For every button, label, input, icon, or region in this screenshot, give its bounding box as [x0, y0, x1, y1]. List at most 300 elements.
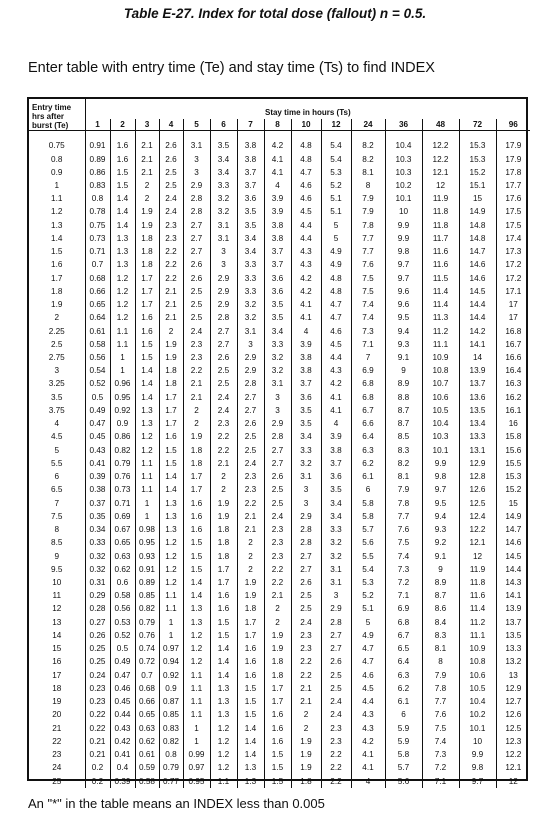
- index-cell: 7.9: [351, 192, 385, 205]
- index-cell: 2.2: [264, 576, 291, 589]
- index-cell: 0.7: [85, 258, 110, 271]
- entry-time-cell: 1.4: [51, 233, 63, 243]
- index-cell: 12.2: [422, 152, 459, 165]
- index-cell: 1.2: [159, 549, 183, 562]
- index-cell: 10.1: [422, 444, 459, 457]
- index-cell: 12.6: [496, 708, 530, 721]
- stay-time-96: 96: [496, 119, 530, 131]
- index-cell: 3.1: [321, 576, 351, 589]
- index-cell: 2: [135, 192, 159, 205]
- index-cell: 0.86: [85, 166, 110, 179]
- index-cell: 1.4: [110, 192, 135, 205]
- index-cell: 4: [321, 417, 351, 430]
- index-cell: 2.3: [159, 219, 183, 232]
- entry-time-cell: 5: [54, 445, 60, 455]
- index-cell: 4.6: [291, 179, 321, 192]
- index-cell: 17.8: [496, 166, 530, 179]
- index-cell: 2.3: [321, 721, 351, 734]
- table-row: [29, 748, 530, 761]
- table-row: [29, 576, 530, 589]
- index-cell: 4.3: [351, 708, 385, 721]
- index-cell: 5.1: [351, 602, 385, 615]
- index-cell: 7.4: [351, 298, 385, 311]
- index-cell: 12: [496, 774, 530, 788]
- index-cell: 1.3: [135, 404, 159, 417]
- index-cell: 0.98: [135, 523, 159, 536]
- index-cell: 0.85: [135, 589, 159, 602]
- index-cell: 3.2: [321, 536, 351, 549]
- stay-time-1: 1: [85, 119, 110, 131]
- table-row: [29, 430, 530, 443]
- index-cell: 1.8: [135, 245, 159, 258]
- index-cell: 1.6: [183, 523, 210, 536]
- footnote: An "*" in the table means an INDEX less than 0.005: [28, 796, 325, 811]
- index-cell: 2.5: [183, 298, 210, 311]
- index-cell: 2.8: [237, 377, 264, 390]
- index-cell: 1.6: [237, 669, 264, 682]
- index-cell: 0.26: [85, 629, 110, 642]
- index-cell: 2.8: [291, 536, 321, 549]
- table-row: [29, 166, 530, 179]
- index-cell: 5.5: [351, 549, 385, 562]
- index-cell: 2.3: [264, 523, 291, 536]
- index-cell: 2.3: [237, 483, 264, 496]
- index-cell: 1.2: [159, 563, 183, 576]
- stay-time-2: 2: [110, 119, 135, 131]
- index-cell: 4.8: [291, 152, 321, 165]
- index-cell: 3: [264, 404, 291, 417]
- index-cell: 1.1: [183, 708, 210, 721]
- index-cell: 6.1: [385, 695, 422, 708]
- index-cell: 0.85: [159, 708, 183, 721]
- index-cell: 10.3: [385, 166, 422, 179]
- index-cell: 0.52: [85, 377, 110, 390]
- index-cell: 3.1: [321, 563, 351, 576]
- index-cell: 1.7: [183, 483, 210, 496]
- index-cell: 14.3: [496, 576, 530, 589]
- index-cell: 17: [496, 298, 530, 311]
- entry-time-cell: 21: [52, 723, 62, 733]
- index-cell: 1.8: [210, 549, 237, 562]
- index-cell: 0.69: [110, 510, 135, 523]
- index-cell: 0.43: [110, 721, 135, 734]
- index-cell: 9.9: [385, 219, 422, 232]
- index-cell: 2.1: [183, 391, 210, 404]
- index-cell: 1.4: [183, 589, 210, 602]
- index-cell: 1.8: [264, 655, 291, 668]
- index-cell: 0.63: [135, 721, 159, 734]
- index-cell: 2.2: [210, 430, 237, 443]
- index-cell: 1.4: [210, 669, 237, 682]
- index-cell: 9.6: [385, 298, 422, 311]
- entry-time-cell: 9: [54, 551, 60, 561]
- spacer-cell: [159, 131, 183, 140]
- index-cell: 1.5: [135, 338, 159, 351]
- index-cell: 16.3: [496, 377, 530, 390]
- index-cell: 2: [135, 179, 159, 192]
- index-cell: 7.8: [422, 682, 459, 695]
- index-cell: 4.5: [321, 338, 351, 351]
- index-cell: 5.3: [321, 166, 351, 179]
- stay-time-36: 36: [385, 119, 422, 131]
- index-cell: 3.2: [210, 192, 237, 205]
- index-cell: 16.8: [496, 324, 530, 337]
- index-cell: 0.38: [85, 483, 110, 496]
- index-cell: 4.7: [351, 642, 385, 655]
- index-cell: 4.1: [351, 761, 385, 774]
- index-cell: 4.1: [264, 166, 291, 179]
- table-row: [29, 536, 530, 549]
- spacer-cell: [496, 131, 530, 140]
- index-cell: 2.4: [321, 695, 351, 708]
- index-cell: 11.1: [422, 338, 459, 351]
- spacer-cell: [183, 131, 210, 140]
- index-cell: 3.6: [321, 470, 351, 483]
- index-cell: 4.2: [264, 139, 291, 152]
- index-cell: 8.2: [351, 152, 385, 165]
- index-cell: 3.2: [237, 311, 264, 324]
- index-cell: 2.4: [321, 708, 351, 721]
- index-cell: 13.4: [459, 417, 496, 430]
- index-cell: 2.2: [210, 444, 237, 457]
- index-cell: 5.9: [385, 721, 422, 734]
- index-cell: 0.42: [110, 735, 135, 748]
- index-cell: 1.9: [291, 735, 321, 748]
- index-cell: 3.9: [264, 205, 291, 218]
- index-cell: 4.2: [351, 735, 385, 748]
- index-cell: 2.4: [183, 324, 210, 337]
- index-cell: 6.7: [351, 404, 385, 417]
- index-cell: 4.6: [321, 324, 351, 337]
- index-cell: 8.5: [385, 430, 422, 443]
- index-cell: 2.5: [321, 682, 351, 695]
- index-cell: 3: [183, 152, 210, 165]
- index-cell: 1.2: [110, 272, 135, 285]
- spacer-cell: [135, 131, 159, 140]
- index-cell: 0.33: [85, 536, 110, 549]
- index-cell: 1.7: [264, 695, 291, 708]
- index-cell: 2.7: [210, 338, 237, 351]
- index-cell: 10.5: [422, 404, 459, 417]
- index-cell: 2.2: [159, 245, 183, 258]
- index-cell: 2.7: [264, 444, 291, 457]
- index-cell: 15.3: [496, 470, 530, 483]
- entry-time-cell: 13: [52, 617, 62, 627]
- index-cell: 2.1: [159, 311, 183, 324]
- index-cell: 14: [459, 351, 496, 364]
- index-cell: 0.87: [159, 695, 183, 708]
- index-cell: 3.9: [291, 338, 321, 351]
- table-row: [29, 298, 530, 311]
- table-row: [29, 642, 530, 655]
- index-cell: 4.1: [321, 404, 351, 417]
- table-row: [29, 669, 530, 682]
- index-cell: 1.1: [183, 682, 210, 695]
- index-cell: 2.2: [159, 272, 183, 285]
- entry-time-cell: 1.9: [51, 300, 63, 310]
- index-cell: 0.73: [85, 232, 110, 245]
- index-cell: 2: [264, 602, 291, 615]
- index-cell: 6.2: [351, 457, 385, 470]
- index-cell: 1.5: [159, 457, 183, 470]
- index-cell: 10.5: [459, 682, 496, 695]
- index-cell: 10.1: [459, 721, 496, 734]
- index-cell: 9.1: [385, 351, 422, 364]
- index-cell: 14.6: [459, 272, 496, 285]
- index-cell: 5.6: [351, 536, 385, 549]
- index-cell: 12.3: [496, 735, 530, 748]
- index-cell: 2.5: [183, 285, 210, 298]
- index-cell: 3.2: [264, 351, 291, 364]
- table-row: [29, 774, 530, 788]
- index-cell: 0.97: [159, 642, 183, 655]
- index-cell: 2.6: [210, 351, 237, 364]
- index-cell: 6.4: [351, 430, 385, 443]
- index-cell: 15.5: [496, 457, 530, 470]
- index-cell: 2.1: [159, 285, 183, 298]
- index-cell: 3.9: [321, 430, 351, 443]
- index-cell: 14.2: [459, 324, 496, 337]
- index-cell: 0.59: [135, 761, 159, 774]
- index-cell: 0.23: [85, 695, 110, 708]
- table-caption: Table E-27. Index for total dose (fallout) n = 0.5.: [123, 6, 427, 21]
- index-cell: 1.8: [135, 258, 159, 271]
- index-cell: 5.3: [351, 576, 385, 589]
- index-cell: 2.8: [264, 430, 291, 443]
- index-cell: 1.2: [210, 735, 237, 748]
- index-cell: 1.5: [135, 351, 159, 364]
- entry-time-cell: 17: [52, 670, 62, 680]
- index-cell: 0.62: [110, 563, 135, 576]
- index-cell: 1.2: [210, 761, 237, 774]
- index-cell: 8.2: [351, 139, 385, 152]
- index-cell: 1.3: [183, 602, 210, 615]
- index-cell: 10.8: [422, 364, 459, 377]
- index-cell: 1.1: [110, 338, 135, 351]
- index-cell: 7.1: [422, 774, 459, 788]
- index-cell: 0.45: [85, 430, 110, 443]
- index-cell: 2.2: [159, 258, 183, 271]
- index-cell: 1.8: [183, 457, 210, 470]
- index-cell: 4.4: [321, 351, 351, 364]
- index-cell: 5.2: [321, 179, 351, 192]
- index-cell: 0.47: [110, 669, 135, 682]
- index-cell: 2.4: [264, 510, 291, 523]
- index-cell: 1.4: [159, 470, 183, 483]
- index-cell: 0.82: [110, 444, 135, 457]
- index-cell: 5.4: [321, 152, 351, 165]
- index-cell: 1.3: [237, 761, 264, 774]
- index-cell: 7.9: [351, 205, 385, 218]
- index-cell: 2.6: [291, 576, 321, 589]
- index-cell: 14.8: [459, 232, 496, 245]
- index-cell: 3.3: [237, 272, 264, 285]
- index-cell: 3.8: [237, 139, 264, 152]
- index-cell: 1.8: [210, 523, 237, 536]
- table-row: [29, 272, 530, 285]
- index-cell: 9: [385, 364, 422, 377]
- stay-time-5: 5: [183, 119, 210, 131]
- spacer-row: [29, 131, 530, 140]
- index-cell: 4.8: [321, 285, 351, 298]
- index-cell: 0.65: [85, 298, 110, 311]
- entry-time-cell: 24: [52, 763, 62, 773]
- index-cell: 10.2: [385, 179, 422, 192]
- index-cell: 2.3: [183, 338, 210, 351]
- index-cell: 0.58: [110, 589, 135, 602]
- index-cell: 1.4: [210, 642, 237, 655]
- index-cell: 0.65: [135, 708, 159, 721]
- index-cell: 2.6: [237, 417, 264, 430]
- index-cell: 3.9: [264, 192, 291, 205]
- index-cell: 1.9: [159, 351, 183, 364]
- index-cell: 3.3: [321, 523, 351, 536]
- index-cell: 4.2: [291, 285, 321, 298]
- index-cell: 1.4: [135, 364, 159, 377]
- spacer-cell: [110, 131, 135, 140]
- index-cell: 8.4: [422, 616, 459, 629]
- index-cell: 3.1: [210, 219, 237, 232]
- index-cell: 3: [321, 589, 351, 602]
- entry-time-cell: 4.5: [51, 432, 63, 442]
- index-cell: 7.8: [385, 496, 422, 509]
- index-cell: 14.7: [496, 523, 530, 536]
- index-cell: 6.3: [351, 444, 385, 457]
- index-cell: 0.71: [85, 245, 110, 258]
- index-cell: 5: [351, 616, 385, 629]
- table-row: [29, 655, 530, 668]
- index-cell: 1.3: [135, 417, 159, 430]
- index-cell: 2.2: [237, 496, 264, 509]
- index-cell: 0.25: [85, 642, 110, 655]
- index-cell: 7.9: [385, 483, 422, 496]
- index-cell: 2.9: [210, 285, 237, 298]
- index-cell: 17.3: [496, 245, 530, 258]
- index-cell: 1.2: [183, 642, 210, 655]
- table-row: [29, 695, 530, 708]
- index-cell: 1.4: [110, 205, 135, 218]
- index-cell: 0.47: [85, 417, 110, 430]
- index-cell: 1.8: [159, 377, 183, 390]
- index-cell: 4: [264, 179, 291, 192]
- index-cell: 0.79: [159, 761, 183, 774]
- index-cell: 2.1: [291, 682, 321, 695]
- index-cell: 12.2: [459, 523, 496, 536]
- index-cell: 15: [459, 192, 496, 205]
- index-cell: 3.1: [291, 470, 321, 483]
- index-cell: 0.58: [85, 338, 110, 351]
- index-cell: 7.3: [351, 324, 385, 337]
- index-cell: 15.3: [459, 152, 496, 165]
- index-cell: 13.5: [459, 404, 496, 417]
- index-cell: 2.7: [264, 457, 291, 470]
- table-row: [29, 311, 530, 324]
- index-cell: 1.9: [159, 338, 183, 351]
- index-cell: 8.2: [385, 457, 422, 470]
- index-cell: 2.9: [264, 417, 291, 430]
- index-cell: 14.6: [459, 258, 496, 271]
- index-cell: 1: [159, 629, 183, 642]
- index-cell: 0.22: [85, 721, 110, 734]
- index-cell: 7.6: [351, 258, 385, 271]
- entry-time-cell: 1: [54, 180, 60, 190]
- index-cell: 0.28: [85, 602, 110, 615]
- index-cell: 3.7: [291, 377, 321, 390]
- spacer-cell: [264, 131, 291, 140]
- index-cell: 0.78: [85, 205, 110, 218]
- index-cell: 1: [135, 496, 159, 509]
- index-cell: 1.5: [159, 444, 183, 457]
- index-cell: 4.9: [321, 258, 351, 271]
- index-cell: 6: [385, 708, 422, 721]
- entry-time-cell: 0.75: [48, 141, 65, 151]
- index-cell: 0.94: [159, 655, 183, 668]
- index-cell: 14.9: [496, 510, 530, 523]
- index-cell: 1.6: [210, 602, 237, 615]
- entry-time-cell: 16: [52, 657, 62, 667]
- table-row: [29, 457, 530, 470]
- entry-time-cell: 1.6: [51, 260, 63, 270]
- index-cell: 2.9: [210, 298, 237, 311]
- index-cell: 7.7: [351, 245, 385, 258]
- index-cell: 1.2: [210, 721, 237, 734]
- index-cell: 2.1: [135, 152, 159, 165]
- index-cell: 1.6: [110, 152, 135, 165]
- index-cell: 12.1: [459, 536, 496, 549]
- index-cell: 1.3: [210, 695, 237, 708]
- index-cell: 3: [210, 258, 237, 271]
- index-cell: 1.6: [264, 721, 291, 734]
- table-row: [29, 708, 530, 721]
- index-cell: 2.4: [159, 192, 183, 205]
- index-cell: 7.5: [385, 536, 422, 549]
- index-cell: 1.8: [135, 232, 159, 245]
- entry-time-cell: 11: [52, 591, 61, 601]
- index-cell: 8.6: [422, 602, 459, 615]
- index-cell: 2.6: [321, 655, 351, 668]
- index-cell: 2.5: [183, 311, 210, 324]
- index-cell: 1.6: [183, 510, 210, 523]
- index-cell: 6.3: [385, 669, 422, 682]
- entry-time-cell: 14: [52, 630, 62, 640]
- index-cell: 1.6: [183, 496, 210, 509]
- index-cell: 3.4: [237, 245, 264, 258]
- index-cell: 2.7: [237, 391, 264, 404]
- index-cell: 2.4: [237, 457, 264, 470]
- index-cell: 2.1: [291, 695, 321, 708]
- index-cell: 5.1: [321, 192, 351, 205]
- index-cell: 9.9: [422, 457, 459, 470]
- index-cell: 0.39: [110, 774, 135, 788]
- entry-time-cell: 23: [52, 750, 62, 760]
- table-row: [29, 735, 530, 748]
- index-cell: 1.1: [210, 774, 237, 788]
- index-cell: 10.3: [385, 152, 422, 165]
- index-cell: 2.2: [321, 748, 351, 761]
- index-cell: 2.5: [210, 377, 237, 390]
- index-cell: 0.96: [110, 377, 135, 390]
- entry-time-cell: 1.8: [51, 286, 63, 296]
- index-cell: 0.62: [135, 735, 159, 748]
- index-cell: 1.3: [110, 258, 135, 271]
- index-cell: 8.3: [385, 444, 422, 457]
- index-cell: 5.2: [351, 589, 385, 602]
- index-cell: 0.9: [110, 417, 135, 430]
- index-cell: 6.8: [351, 391, 385, 404]
- index-cell: 8.7: [385, 404, 422, 417]
- index-cell: 0.82: [135, 602, 159, 615]
- index-cell: 17.4: [496, 232, 530, 245]
